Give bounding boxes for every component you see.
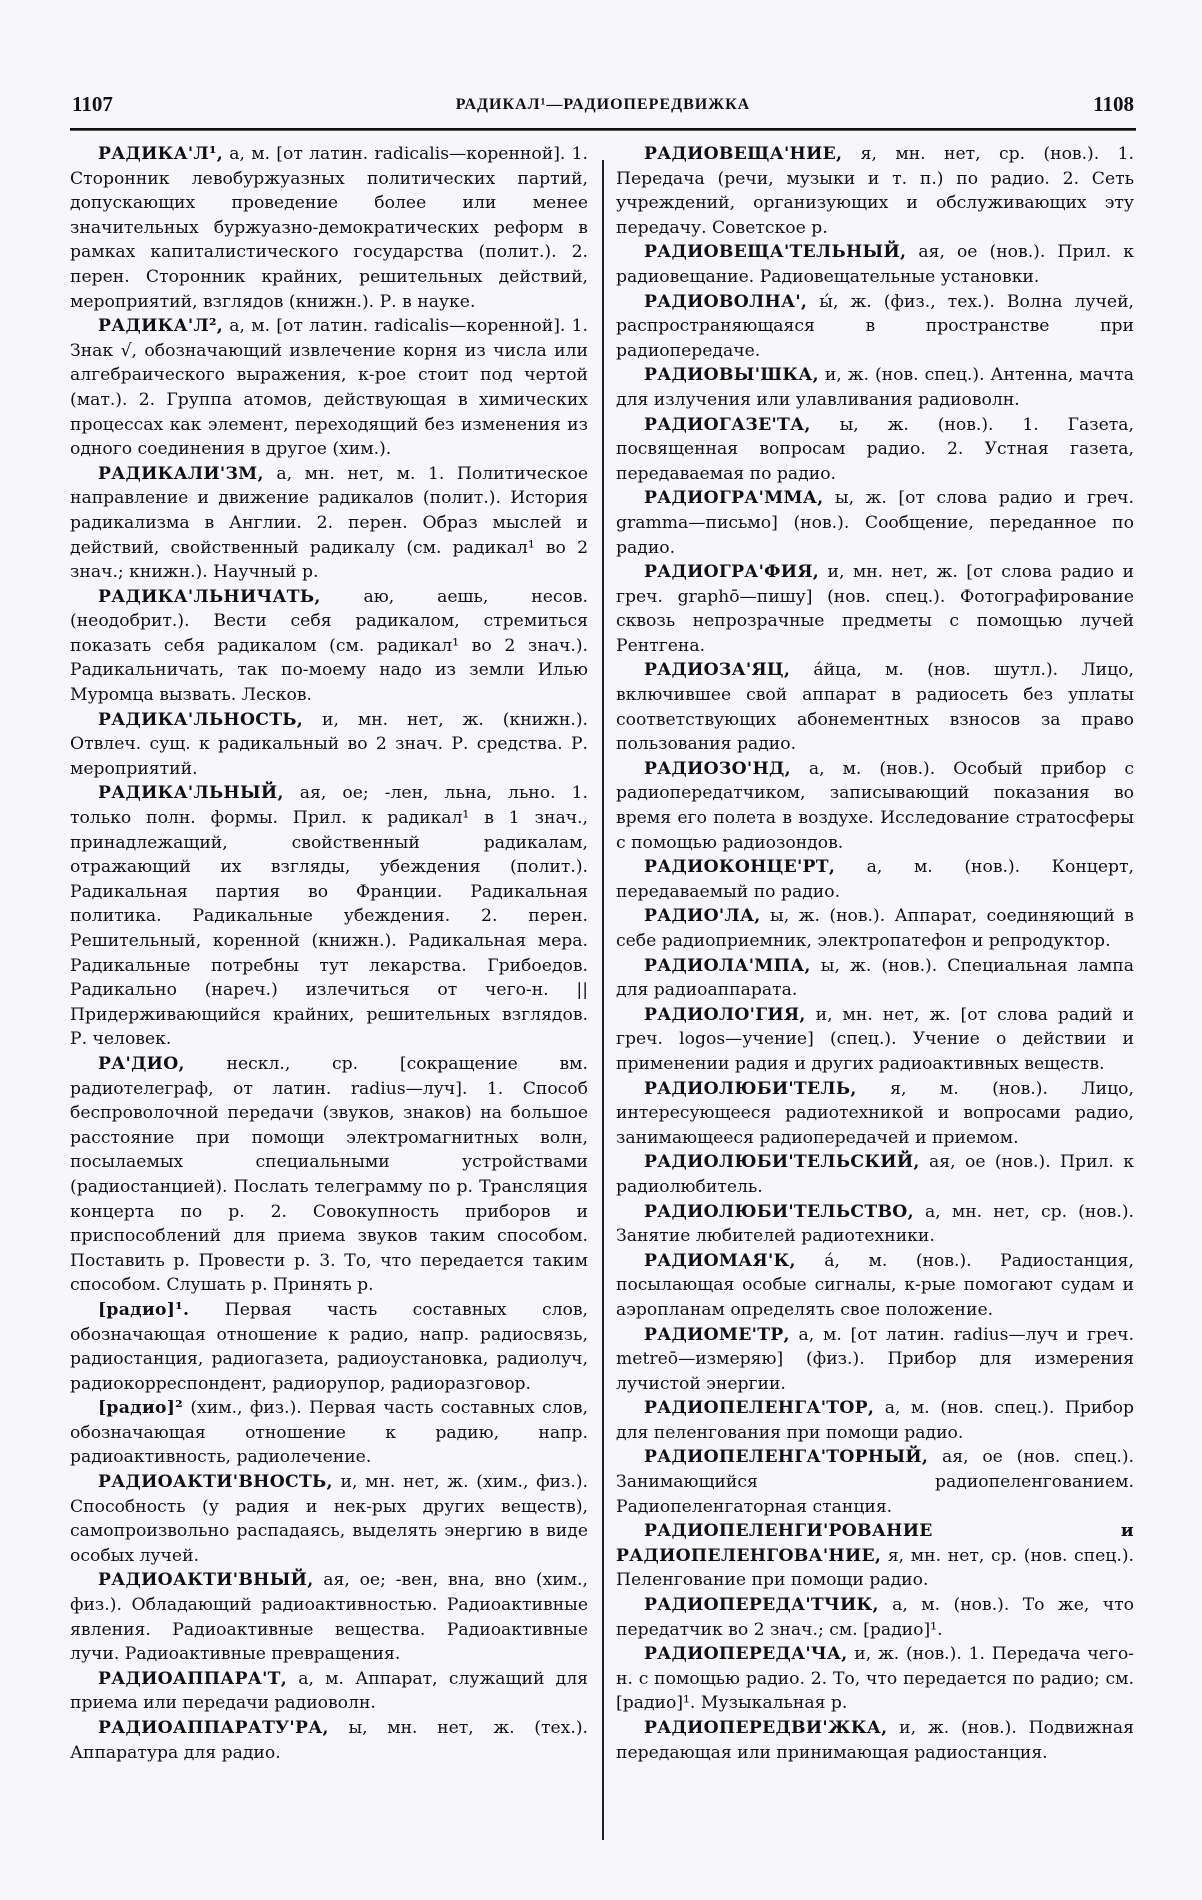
definition: а, мн. нет, ср. (нов.). Занятие любителей радиотехники. xyxy=(616,1201,1134,1247)
dictionary-entry xyxy=(616,1642,1134,1716)
headword: РАДИОМАЯ'К, xyxy=(644,1250,796,1271)
headword: РАДИОПЕРЕДА'ТЧИК, xyxy=(644,1595,879,1616)
dictionary-entry xyxy=(616,1323,1134,1397)
definition: ы, ж. [от слова радио и греч. gramma—письмо] (нов.). Сообщение, переданное по радио. xyxy=(616,488,1134,558)
headword: [радио]¹. xyxy=(98,1299,190,1320)
definition: а, м. [от латин. radicalis—коренной]. 1. Знак √, обозначающий извлечение корня из числа или алгебраического выражения, к-рое стоит под чертой (мат.). 2. Группа атомов, действующая в химических процессах как элемент, переходящий без изменения из одного соединения в другое (хим.). xyxy=(70,316,588,460)
dictionary-entry xyxy=(70,781,588,1052)
headword: РАДИКА'ЛЬНЫЙ, xyxy=(98,783,284,804)
dictionary-entry xyxy=(70,1052,588,1298)
definition: и, ж. (нов.). Подвижная передающая или принимающая радиостанция. xyxy=(616,1718,1134,1763)
headword: РАДИОПЕЛЕНГА'ТОР, xyxy=(644,1398,875,1419)
definition: ы, ж. (нов.). Специальная лампа для радиоаппарата. xyxy=(616,955,1134,1001)
definition: нескл., ср. [сокращение вм. радиотелеграф, от латин. radius—луч]. 1. Способ беспроволочной передачи (звуков, знаков) на большое расстояние при помощи электромагнитных волн, посылаемых специальными устройствами (радиостанцией). Послать телеграмму по р. Трансляция концерта по р. 2. Совокупность приборов и приспособлений для приема звуков таким способом. Поставить р. Провести р. 3. То, что передается таким способом. Слушать р. Принять р. xyxy=(70,1053,588,1296)
dictionary-entry xyxy=(616,363,1134,412)
headword: РАДИКА'ЛЬНИЧАТЬ, xyxy=(98,586,321,607)
dictionary-entry xyxy=(70,462,588,585)
dictionary-entry xyxy=(616,413,1134,487)
headword: РАДИОВЕЩА'НИЕ, xyxy=(644,144,843,164)
definition: я, мн. нет, ср. (нов. спец.). Пеленгование при помощи радио. xyxy=(616,1545,1134,1591)
headword: РАДИКАЛИ'ЗМ, xyxy=(98,463,264,484)
dictionary-entry xyxy=(70,585,588,708)
definition: а́, м. (нов.). Радиостанция, посылающая особые сигналы, к-рые помогают судам и аэропланам определять свое положение. xyxy=(616,1250,1134,1320)
headword: РАДИОАППАРАТУ'РА, xyxy=(98,1718,329,1738)
headword: РАДИОЛЮБИ'ТЕЛЬСТВО, xyxy=(644,1201,914,1222)
headword: РАДИОАКТИ'ВНЫЙ, xyxy=(98,1570,314,1591)
definition: и, мн. нет, ж. (хим., физ.). Способность (у радия и нек-рых других веществ), самопроизвольно распадаясь, выделять энергию в виде особых лучей. xyxy=(70,1472,588,1566)
dictionary-entry xyxy=(70,1568,588,1666)
dictionary-entry xyxy=(616,855,1134,904)
headword: РАДИОПЕРЕДА'ЧА, xyxy=(644,1644,848,1665)
dictionary-entry xyxy=(616,1077,1134,1151)
definition: и, мн. нет, ж. (книжн.). Отвлеч. сущ. к радикальный во 2 знач. Р. средства. Р. мероприятий. xyxy=(70,709,588,779)
dictionary-entry xyxy=(616,1593,1134,1642)
headword: РАДИОЛО'ГИЯ, xyxy=(644,1004,806,1025)
page-header xyxy=(70,88,1136,122)
dictionary-entry xyxy=(616,1519,1134,1593)
definition: ая, ое (нов.). Прил. к радиолюбитель. xyxy=(616,1152,1134,1197)
definition: и, ж. (нов. спец.). Антенна, мачта для излучения или улавливания радиоволн. xyxy=(616,365,1134,410)
dictionary-entry xyxy=(616,1200,1134,1249)
headword: РАДИОАППАРА'Т, xyxy=(98,1668,288,1689)
definition: ы, ж. (нов.). 1. Газета, посвященная вопросам радио. 2. Устная газета, передаваемая по радио. xyxy=(616,414,1134,484)
dictionary-entry xyxy=(616,142,1134,240)
running-title: РАДИКАЛ¹—РАДИОПЕРЕДВИЖКА xyxy=(455,96,751,113)
definition: (хим., физ.). Первая часть составных слов, обозначающая отношение к радию, напр. радиоактивность, радиолечение. xyxy=(70,1398,588,1468)
headword: РАДИКА'Л², xyxy=(98,316,224,337)
definition: аю, аешь, несов. (неодобрит.). Вести себя радикалом, стремиться показать себя радикалом (см. радикал¹ во 2 знач.). Радикальничать, так по-моему надо из земли Илью Муромца вызвать. Лесков. xyxy=(70,586,588,706)
headword: РАДИОАКТИ'ВНОСТЬ, xyxy=(98,1472,333,1493)
dictionary-entry xyxy=(616,954,1134,1003)
definition: а, м. [от латин. radius—луч и греч. metreō—измеряю] (физ.). Прибор для измерения лучистой энергии. xyxy=(616,1324,1134,1394)
dictionary-entry xyxy=(616,1249,1134,1323)
definition: а, м. (нов.). Особый прибор с радиопередатчиком, записывающий показания во время его полета в воздухе. Исследование стратосферы с помощью радиозондов. xyxy=(616,758,1134,853)
dictionary-entry xyxy=(70,1470,588,1568)
headword: РАДИОМЕ'ТР, xyxy=(644,1324,790,1345)
dictionary-entry xyxy=(70,314,588,462)
headword: РАДИО'ЛА, xyxy=(644,906,761,927)
dictionary-entry xyxy=(616,240,1134,289)
definition: и, ж. (нов.). 1. Передача чего-н. с помощью радио. 2. То, что передается по радио; см. [радио]¹. Музыкальная р. xyxy=(616,1644,1134,1714)
left-column xyxy=(70,142,588,1765)
dictionary-entry xyxy=(616,486,1134,560)
headword: РАДИОКОНЦЕ'РТ, xyxy=(644,857,836,878)
page-number-right: 1108 xyxy=(1093,92,1134,116)
definition: ы, мн. нет, ж. (тех.). Аппаратура для радио. xyxy=(70,1718,588,1763)
headword: РАДИОВЕЩА'ТЕЛЬНЫЙ, xyxy=(644,242,907,263)
dictionary-entry xyxy=(616,1003,1134,1077)
headword: РАДИКА'Л¹, xyxy=(98,144,224,164)
dictionary-entry xyxy=(70,1396,588,1470)
definition: ы́, ж. (физ., тех.). Волна лучей, распространяющаяся в пространстве при радиопередаче. xyxy=(616,291,1134,361)
definition: и, мн. нет, ж. [от слова радий и греч. logos—учение] (спец.). Учение о действии и применении радия и других радиоактивных веществ. xyxy=(616,1004,1134,1074)
definition: а, м. Аппарат, служащий для приема или передачи радиоволн. xyxy=(70,1668,588,1714)
right-column xyxy=(616,142,1134,1765)
definition: я, м. (нов.). Лицо, интересующееся радиотехникой и вопросами радио, занимающееся радиопередачей и приемом. xyxy=(616,1078,1134,1148)
dictionary-entry xyxy=(616,757,1134,855)
dictionary-entry xyxy=(616,904,1134,953)
definition: ы, ж. (нов.). Аппарат, соединяющий в себе радиоприемник, электропатефон и репродуктор. xyxy=(616,906,1134,951)
headword: РАДИОГРА'ФИЯ, xyxy=(644,562,820,583)
definition: а́йца, м. (нов. шутл.). Лицо, включившее свой аппарат в радиосеть без уплаты соответствующих абонементных взносов за право пользования радио. xyxy=(616,660,1134,755)
definition: а, мн. нет, м. 1. Политическое направление и движение радикалов (полит.). История радикализма в Англии. 2. перен. Образ мыслей и действий, свойственный радикалу (см. радикал¹ во 2 знач.; книжн.). Научный р. xyxy=(70,463,588,583)
headword: РА'ДИО, xyxy=(98,1053,185,1074)
definition: я, мн. нет, ср. (нов.). 1. Передача (речи, музыки и т. п.) по радио. 2. Сеть учреждений, организующих и обслуживающих эту передачу. Советское р. xyxy=(616,144,1134,238)
header-rule xyxy=(70,128,1136,131)
headword: РАДИОЛЮБИ'ТЕЛЬСКИЙ, xyxy=(644,1152,920,1173)
definition: Первая часть составных слов, обозначающая отношение к радио, напр. радиосвязь, радиостанция, радиогазета, радиоустановка, радиолуч, радиокорреспондент, радиорупор, радиоразговор. xyxy=(70,1299,588,1394)
definition: ая, ое; -лен, льна, льно. 1. только полн. формы. Прил. к радикал¹ в 1 знач., принадлежащий, свойственный радикалам, отражающий их взгляды, убеждения (полит.). Радикальная партия во Франции. Радикальная политика. Радикальные убеждения. 2. перен. Решительный, коренной (книжн.). Радикальная мера. Радикальные потребны тут лекарства. Грибоедов. Радикально (нареч.) излечиться от чего-н. || Придерживающийся крайних, решительных взглядов. Р. человек. xyxy=(70,783,588,1050)
definition: ая, ое; -вен, вна, вно (хим., физ.). Обладающий радиоактивностью. Радиоактивные явления. Радиоактивные вещества. Радиоактивные лучи. Радиоактивные превращения. xyxy=(70,1570,588,1665)
headword: РАДИОВЫ'ШКА, xyxy=(644,365,819,386)
headword: РАДИОПЕЛЕНГИ'РОВАНИЕ и РАДИОПЕЛЕНГОВА'НИЕ, xyxy=(616,1521,1134,1566)
dictionary-entry xyxy=(70,1298,588,1396)
definition: а, м. (нов. спец.). Прибор для пеленгования при помощи радио. xyxy=(616,1398,1134,1443)
dictionary-entry xyxy=(616,560,1134,658)
headword: РАДИОЗО'НД, xyxy=(644,758,791,779)
headword: РАДИОГРА'ММА, xyxy=(644,488,824,509)
headword: РАДИКА'ЛЬНОСТЬ, xyxy=(98,709,304,730)
definition: а, м. (нов.). То же, что передатчик во 2 знач.; см. [радио]¹. xyxy=(616,1595,1134,1640)
headword: РАДИОВОЛНА', xyxy=(644,291,808,312)
definition: ая, ое (нов.). Прил. к радиовещание. Радиовещательные установки. xyxy=(616,242,1134,287)
headword: РАДИОПЕЛЕНГА'ТОРНЫЙ, xyxy=(644,1447,929,1468)
headword: РАДИОЗА'ЯЦ, xyxy=(644,660,791,681)
headword: РАДИОЛА'МПА, xyxy=(644,955,811,976)
dictionary-entry xyxy=(70,1667,588,1716)
dictionary-entry xyxy=(616,1445,1134,1519)
headword: РАДИОПЕРЕДВИ'ЖКА, xyxy=(644,1718,888,1738)
definition: и, мн. нет, ж. [от слова радио и греч. graphō—пишу] (нов. спец.). Фотографирование сквозь непрозрачные предметы с помощью лучей Рентгена. xyxy=(616,562,1134,656)
dictionary-entry xyxy=(616,290,1134,364)
definition: а, м. [от латин. radicalis—коренной]. 1. Сторонник левобуржуазных политических партий, допускающих проведение более или менее значительных буржуазно-демократических реформ в рамках капиталистического государства (полит.). 2. перен. Сторонник крайних, решительных действий, мероприятий, взглядов (книжн.). Р. в науке. xyxy=(70,144,588,312)
definition: а, м. (нов.). Концерт, передаваемый по радио. xyxy=(616,857,1134,902)
headword: РАДИОЛЮБИ'ТЕЛЬ, xyxy=(644,1078,857,1099)
dictionary-entry xyxy=(70,142,588,314)
dictionary-entry xyxy=(616,1150,1134,1199)
headword: [радио]² xyxy=(98,1398,184,1419)
page-number-left: 1107 xyxy=(72,92,113,116)
definition: ая, ое (нов. спец.). Занимающийся радиопеленгованием. Радиопеленгаторная станция. xyxy=(616,1447,1134,1517)
dictionary-entry xyxy=(70,708,588,782)
dictionary-entry xyxy=(70,1716,588,1765)
dictionary-entry xyxy=(616,658,1134,756)
dictionary-entry xyxy=(616,1396,1134,1445)
column-divider xyxy=(602,160,604,1840)
dictionary-entry xyxy=(616,1716,1134,1765)
headword: РАДИОГАЗЕ'ТА, xyxy=(644,414,811,435)
